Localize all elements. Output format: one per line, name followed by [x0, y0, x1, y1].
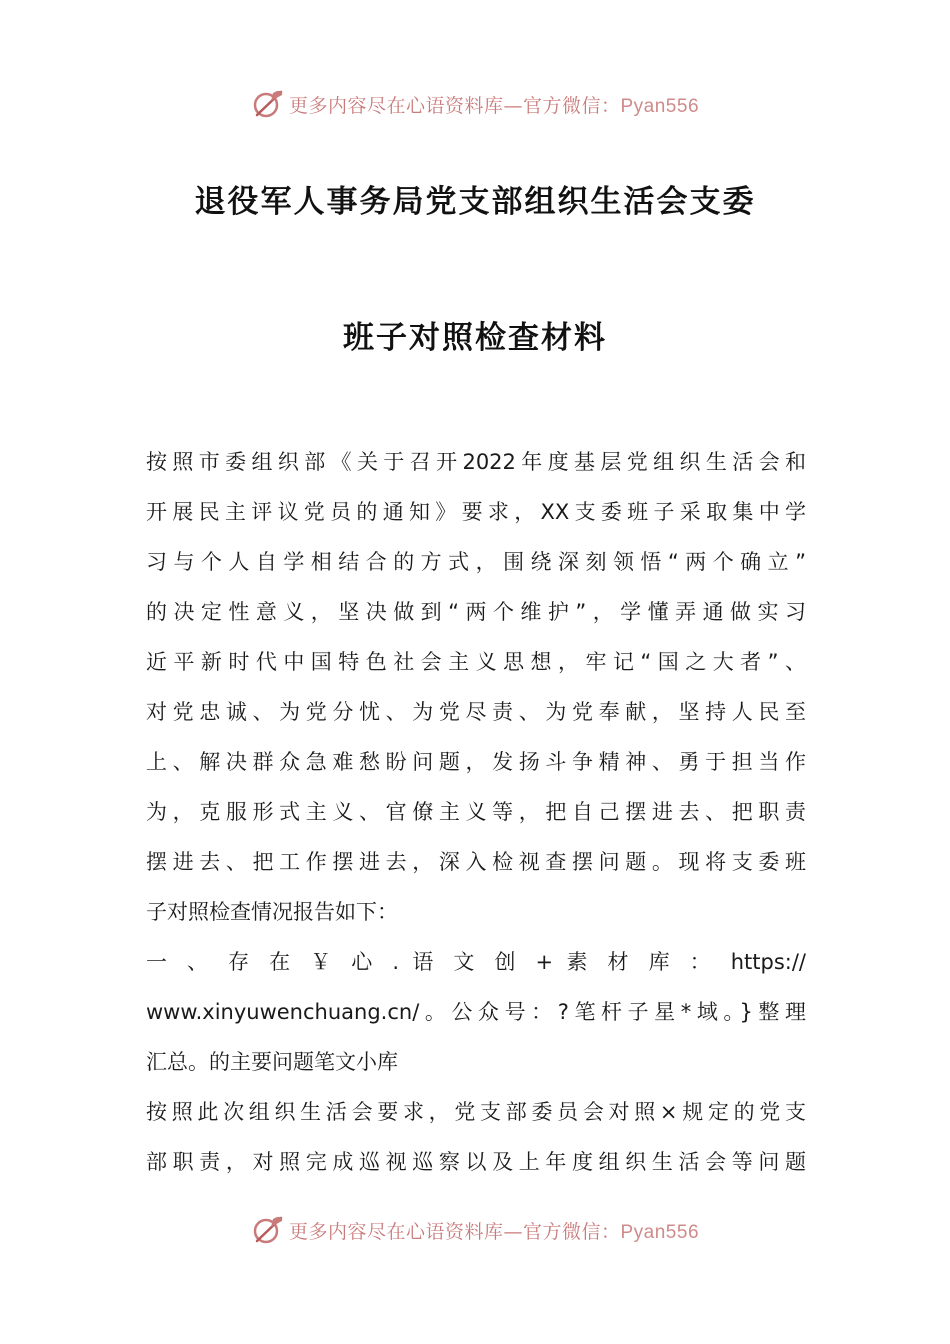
body-line: 上、解决群众急难愁盼问题，发扬斗争精神、勇于担当作 [146, 750, 806, 774]
body-line: 的决定性意义，坚决做到“两个维护”，学懂弄通做实习 [146, 600, 806, 624]
body-line: 部职责，对照完成巡视巡察以及上年度组织生活会等问题 [146, 1150, 806, 1174]
watermark-separator: — [503, 1220, 523, 1243]
body-line: www.xinyuwenchuang.cn/。公众号：?笔杆子星*域。}整理 [146, 1000, 806, 1024]
body-line: 子对照检查情况报告如下： [146, 900, 398, 924]
body-line: 近平新时代中国特色社会主义思想，牢记“国之大者”、 [146, 650, 806, 674]
body-line: 按照市委组织部《关于召开2022年度基层党组织生活会和 [146, 450, 806, 474]
watermark-wechat-id: Pyan556 [620, 95, 700, 117]
watermark-separator: — [503, 94, 523, 117]
watermark-official: 官方微信： [522, 94, 621, 117]
body-line: 习与个人自学相结合的方式，围绕深刻领悟“两个确立” [146, 550, 806, 574]
body-line: 对党忠诚、为党分忧、为党尽责、为党奉献，坚持人民至 [146, 700, 806, 724]
body-line: 开展民主评议党员的通知》要求，XX支委班子采取集中学 [146, 500, 806, 524]
footer-watermark [0, 1210, 950, 1250]
body-line: 汇总。的主要问题笔文小库 [146, 1050, 398, 1074]
watermark-text: 更多内容尽在心语资料库 [288, 1220, 504, 1243]
document-body [146, 447, 806, 1174]
body-line: 摆进去、把工作摆进去，深入检视查摆问题。现将支委班 [146, 850, 806, 874]
document-title-line-2: 班子对照检查材料 [343, 320, 607, 356]
watermark-official: 官方微信： [522, 1220, 621, 1243]
watermark-wechat-id: Pyan556 [620, 1221, 700, 1243]
document-title-line-1: 退役军人事务局党支部组织生活会支委 [194, 184, 756, 220]
quill-logo-icon [251, 1213, 285, 1247]
body-line: 一 、 存 在 ￥ 心 . 语 文 创 + 素 材 库 ： https:// [146, 950, 806, 974]
body-line: 按照此次组织生活会要求，党支部委员会对照×规定的党支 [146, 1100, 806, 1124]
watermark-text: 更多内容尽在心语资料库 [288, 94, 504, 117]
body-line: 为，克服形式主义、官僚主义等，把自己摆进去、把职责 [146, 800, 806, 824]
quill-logo-icon [251, 87, 285, 121]
header-watermark [0, 84, 950, 124]
